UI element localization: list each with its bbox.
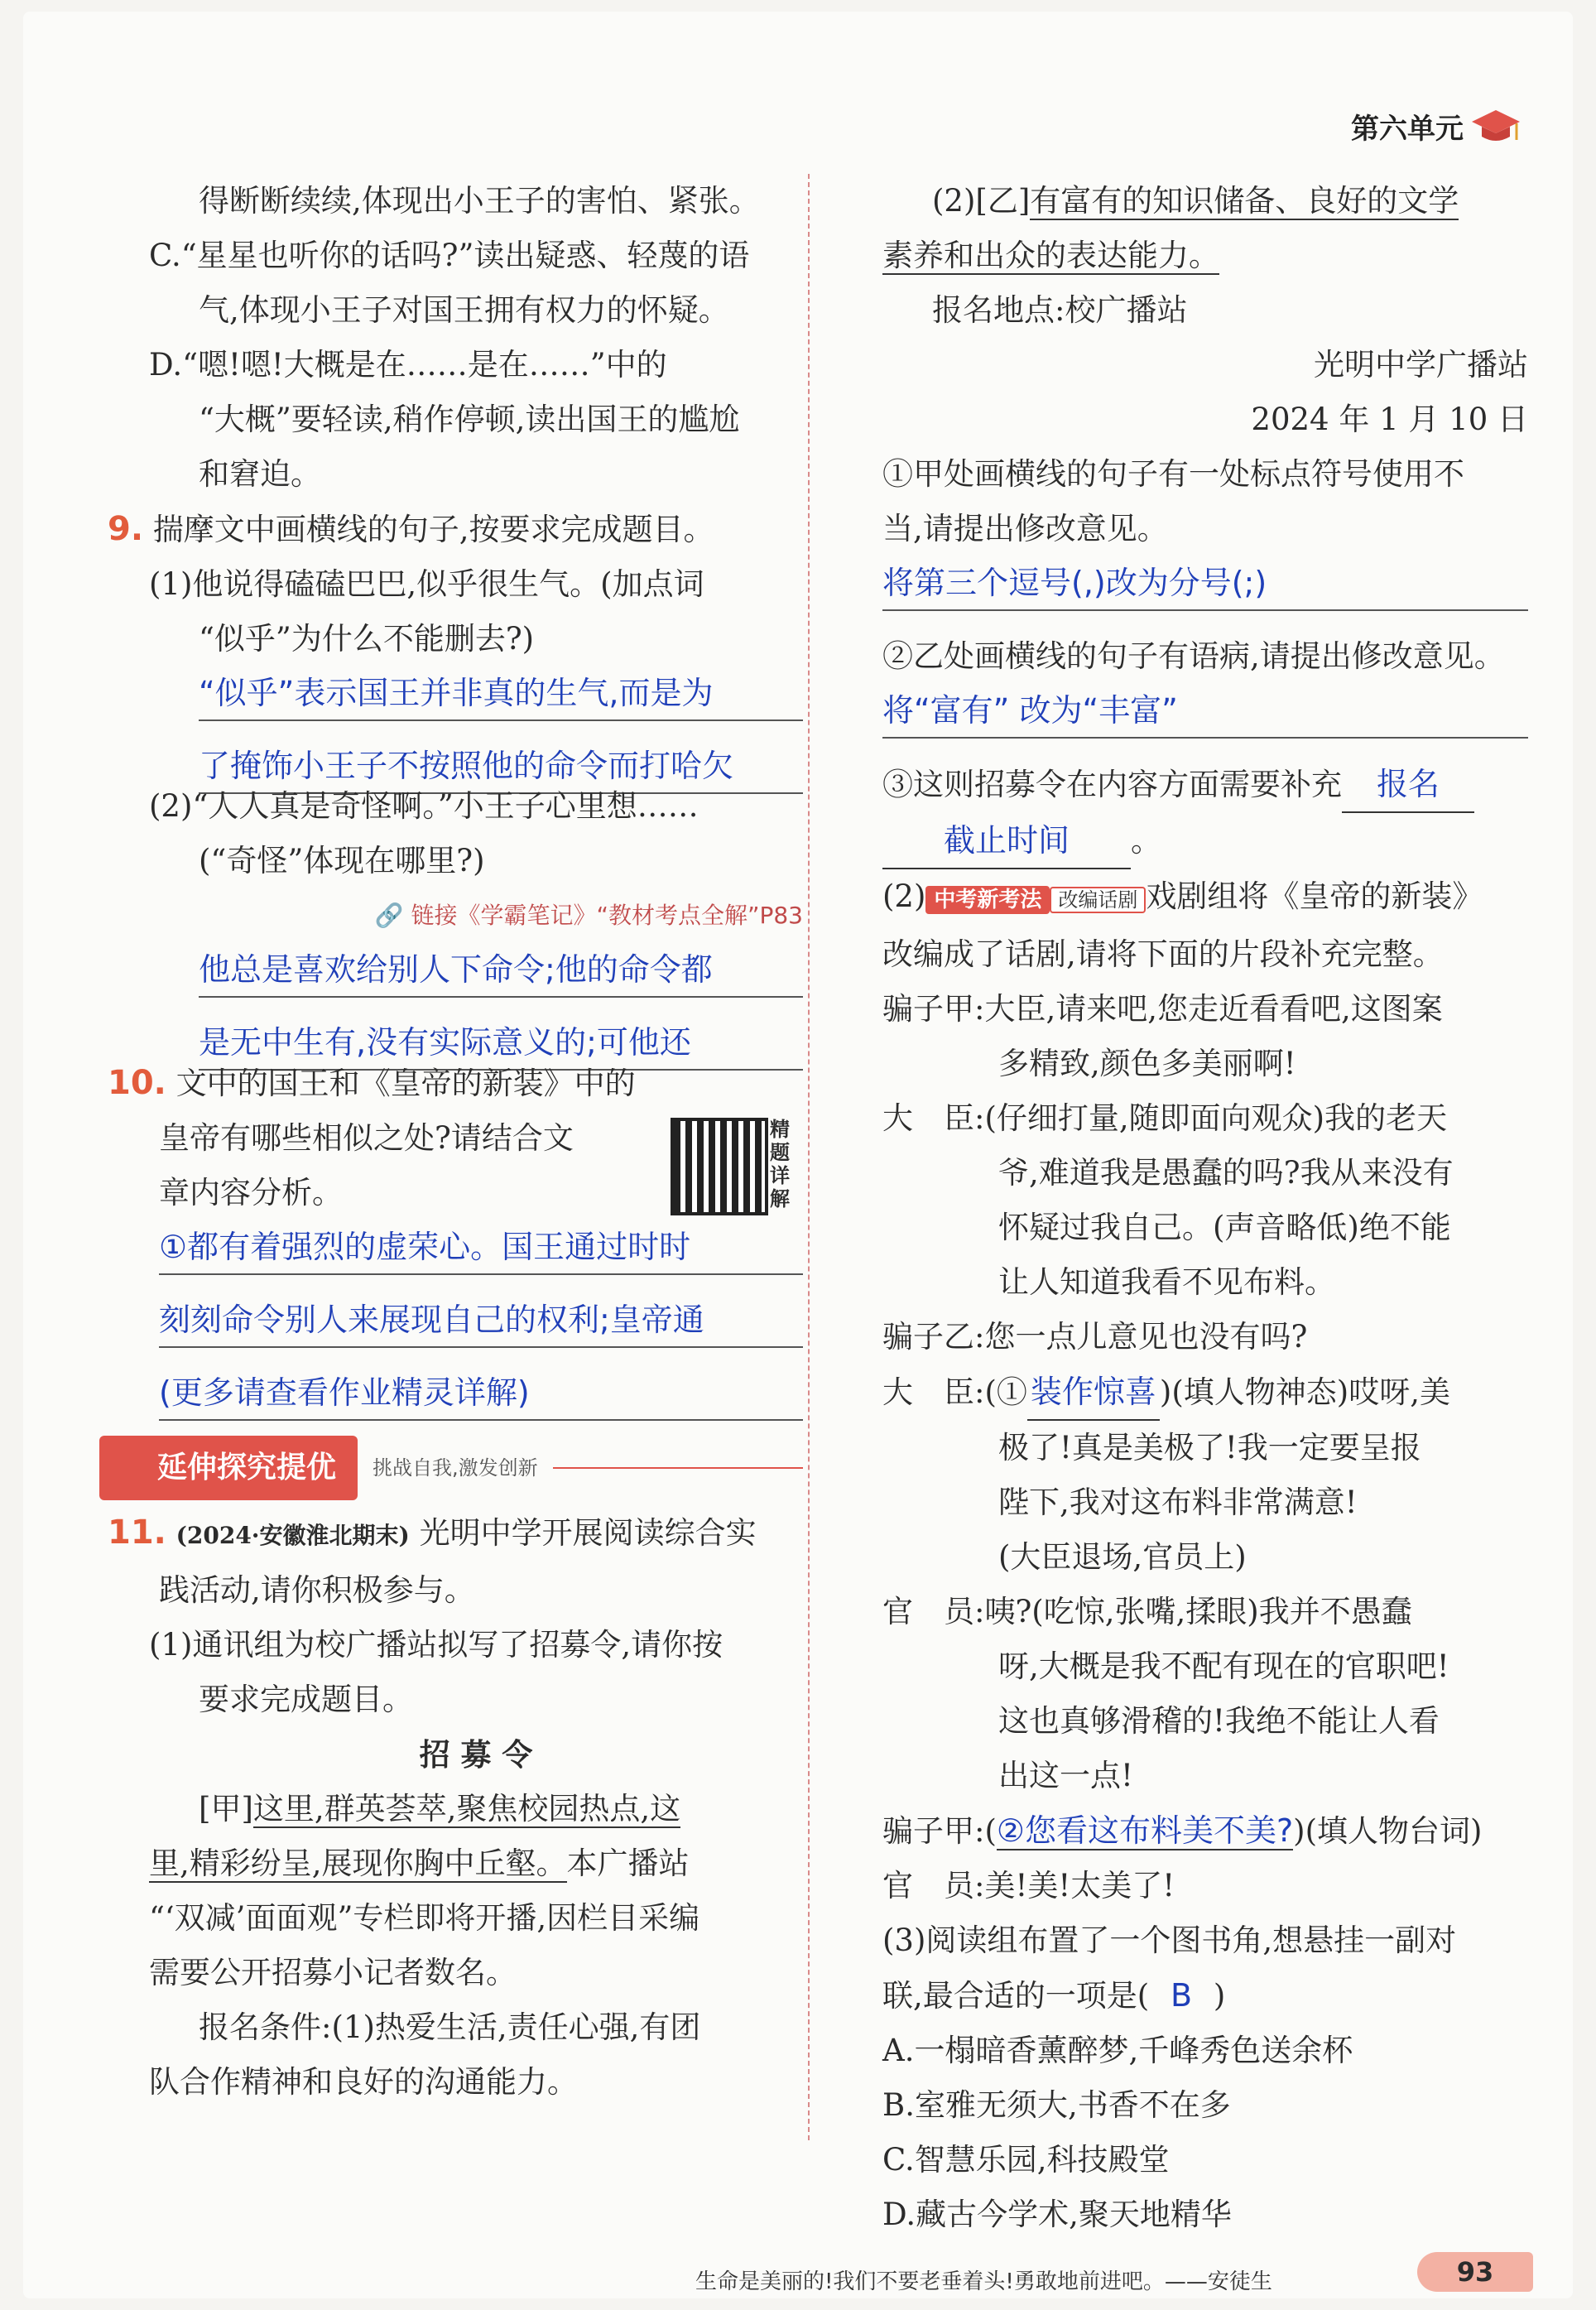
q9-2-line1: (2)“人人真是奇怪啊。”小王子心里想…… bbox=[149, 788, 699, 824]
answer-10-line3[interactable]: (更多请查看作业精灵详解) bbox=[159, 1366, 803, 1421]
dialog-4-line3: 陛下,我对这布料非常满意! bbox=[998, 1485, 1358, 1520]
notice-yi-line1 bbox=[882, 174, 1528, 229]
notice-yi-line2 bbox=[882, 229, 1528, 283]
notice-para1-line4: 需要公开招募小记者数名。 bbox=[149, 1955, 517, 1990]
label-jia: 甲 bbox=[210, 1791, 242, 1826]
notice-para1-line1: [甲]这里,群英荟萃,聚焦校园热点,这 bbox=[199, 1791, 681, 1826]
extension-banner-subtitle: 挑战自我,激发创新 bbox=[373, 1456, 538, 1480]
question-10-line2: 皇帝有哪些相似之处?请结合文 bbox=[159, 1120, 574, 1156]
column-divider bbox=[808, 174, 810, 2140]
dialog-4-line2: 极了!真是美极了!我一定要呈报 bbox=[998, 1430, 1421, 1465]
qr-code[interactable] bbox=[671, 1118, 768, 1215]
q11-3-text: 联,最合适的一项是( bbox=[882, 1978, 1150, 2014]
footer-quote: 生命是美丽的!我们不要老垂着头!勇敢地前进吧。——安徒生 bbox=[695, 2269, 1272, 2294]
answer-expression: 装作惊喜 bbox=[1027, 1364, 1160, 1421]
answer-choice: B bbox=[1170, 1977, 1193, 2014]
option-b: B.室雅无须大,书香不在多 bbox=[882, 2087, 1231, 2123]
dialog-3: 骗子乙:您一点儿意见也没有吗? bbox=[882, 1319, 1308, 1355]
dialog-6-prefix: 骗子甲:( bbox=[882, 1813, 997, 1849]
option-a: A.一榻暗香薰醉梦,千峰秀色送余杯 bbox=[882, 2033, 1353, 2068]
graduation-cap-icon bbox=[1470, 107, 1521, 147]
reference-link[interactable]: 🔗 链接《学霸笔记》“教材考点全解”P83 bbox=[374, 902, 803, 929]
question-11 bbox=[108, 1505, 803, 1563]
q11-2-line1 bbox=[882, 869, 1528, 927]
question-9-number: 9. bbox=[108, 510, 144, 548]
answer-9-1 bbox=[149, 667, 803, 794]
q11-1-line1: (1)通讯组为校广播站拟写了招募令,请你按 bbox=[149, 1627, 723, 1663]
notice-para1-line2 bbox=[149, 1836, 803, 1891]
question-10-number: 10. bbox=[108, 1064, 166, 1102]
sub-q3-line1 bbox=[882, 757, 1528, 813]
notice-location: 报名地点:校广播站 bbox=[932, 292, 1188, 328]
dialog-7: 官 员:美!美!太美了! bbox=[882, 1868, 1175, 1903]
sub-q3-line2 bbox=[882, 813, 1528, 869]
sub-q3-end: 。 bbox=[1131, 823, 1161, 859]
q11-1-line2: 要求完成题目。 bbox=[199, 1682, 413, 1717]
dialog-6 bbox=[882, 1803, 1528, 1859]
new-exam-tag: 中考新考法 bbox=[925, 886, 1050, 914]
dialog-2-line1: 大 臣:(仔细打量,随即面向观众)我的老天 bbox=[882, 1100, 1448, 1136]
dialog-4-prefix: 大 臣:(① bbox=[882, 1374, 1027, 1410]
notice-para1-line3: “‘双减’面面观”专栏即将开播,因栏目采编 bbox=[149, 1900, 700, 1936]
extension-banner bbox=[99, 1439, 803, 1497]
banner-rule bbox=[553, 1467, 803, 1469]
answer-9-1-line2: 了掩饰小王子不按照他的命令而打哈欠 bbox=[199, 739, 803, 794]
notice-title: 招 募 令 bbox=[419, 1736, 533, 1773]
dialog-2-line2: 爷,难道我是愚蠢的吗?我从来没有 bbox=[998, 1155, 1454, 1191]
notice-condition-line2: 队合作精神和良好的沟通能力。 bbox=[149, 2064, 578, 2100]
notice-yi-sentence2: 素养和出众的表达能力。 bbox=[882, 238, 1219, 273]
question-11-number: 11. bbox=[108, 1514, 166, 1552]
q11-3-close: ) bbox=[1213, 1978, 1226, 2014]
answer-sub-q3-part2: 截止时间 bbox=[882, 813, 1131, 869]
option-d-line2: “大概”要轻读,稍作停顿,读出国王的尴尬 bbox=[199, 402, 740, 437]
question-10 bbox=[108, 1056, 803, 1111]
yi-suffix: ] bbox=[1017, 183, 1031, 219]
dialog-4-line1 bbox=[882, 1364, 1528, 1421]
answer-sub-q1: 将第三个逗号(,)改为分号(;) bbox=[882, 556, 1528, 611]
dialog-6-suffix: )(填人物台词) bbox=[1293, 1813, 1483, 1849]
label-yi: 乙 bbox=[987, 183, 1018, 219]
q11-2-prefix: (2) bbox=[882, 878, 926, 914]
q9-1-line2: “似乎”为什么不能删去?) bbox=[199, 621, 535, 657]
notice-yi-sentence1: 有富有的知识储备、良好的文学 bbox=[1030, 183, 1459, 219]
option-d-line3: 和窘迫。 bbox=[199, 456, 321, 492]
page-number: 93 bbox=[1417, 2252, 1533, 2292]
notice-para1-tail: 本广播站 bbox=[566, 1846, 690, 1881]
sub-q3-text: ③这则招募令在内容方面需要补充 bbox=[882, 767, 1342, 802]
question-11-line2: 践活动,请你积极参与。 bbox=[159, 1572, 475, 1608]
answer-10 bbox=[159, 1220, 803, 1421]
q9-1-line1: (1)他说得磕磕巴巴,似乎很生气。(加点词 bbox=[149, 566, 704, 602]
answer-9-2 bbox=[149, 943, 803, 1071]
qr-code-label: 精题详解 bbox=[770, 1118, 790, 1210]
sub-q1-line2: 当,请提出修改意见。 bbox=[882, 511, 1168, 546]
answer-10-line1: ①都有着强烈的虚荣心。国王通过时时 bbox=[159, 1220, 803, 1275]
answer-9-1-line1: “似乎”表示国王并非真的生气,而是为 bbox=[199, 667, 803, 721]
q11-2-line2: 改编成了话剧,请将下面的片段补充完整。 bbox=[882, 936, 1444, 972]
q11-3-line2 bbox=[882, 1968, 1528, 2024]
dialog-5-line1: 官 员:咦?(吃惊,张嘴,揉眼)我并不愚蠢 bbox=[882, 1594, 1412, 1629]
unit-header bbox=[1351, 106, 1521, 147]
q11-3-line1: (3)阅读组布置了一个图书角,想悬挂一副对 bbox=[882, 1923, 1457, 1958]
answer-9-2-line2: 是无中生有,没有实际意义的;可他还 bbox=[199, 1016, 803, 1071]
answer-10-line2: 刻刻命令别人来展现自己的权利;皇帝通 bbox=[159, 1293, 803, 1348]
notice-condition-line1: 报名条件:(1)热爱生活,责任心强,有团 bbox=[199, 2009, 701, 2045]
dialog-1-line2: 多精致,颜色多美丽啊! bbox=[998, 1046, 1296, 1081]
option-c: C.智慧乐园,科技殿堂 bbox=[882, 2142, 1170, 2178]
dialog-5-line2: 呀,大概是我不配有现在的官职吧! bbox=[998, 1648, 1449, 1684]
stage-direction: (大臣退场,官员上) bbox=[998, 1539, 1247, 1575]
q11-2-text1: 戏剧组将《皇帝的新装》 bbox=[1146, 878, 1483, 914]
extension-banner-title: 延伸探究提优 bbox=[99, 1436, 358, 1500]
question-11-line1: 光明中学开展阅读综合实 bbox=[419, 1515, 757, 1551]
sub-q2: ②乙处画横线的句子有语病,请提出修改意见。 bbox=[882, 638, 1505, 674]
notice-date: 2024 年 1 月 10 日 bbox=[1251, 402, 1528, 437]
question-10-line3: 章内容分析。 bbox=[159, 1175, 343, 1210]
notice-jia-sentence2: 里,精彩纷呈,展现你胸中丘壑。 bbox=[149, 1846, 567, 1881]
option-d: D.藏古今学术,聚天地精华 bbox=[882, 2197, 1232, 2232]
answer-line: ②您看这布料美不美? bbox=[996, 1812, 1294, 1849]
option-b-cont: 得断断续续,体现出小王子的害怕、紧张。 bbox=[199, 183, 760, 219]
dialog-5-line3: 这也真够滑稽的!我绝不能让人看 bbox=[998, 1703, 1440, 1739]
unit-title: 第六单元 bbox=[1351, 113, 1464, 146]
dialog-1-line1: 骗子甲:大臣,请来吧,您走近看看吧,这图案 bbox=[882, 991, 1443, 1027]
sub-q1-line1: ①甲处画横线的句子有一处标点符号使用不 bbox=[882, 456, 1464, 492]
notice-jia-sentence1: 这里,群英荟萃,聚焦校园热点,这 bbox=[252, 1791, 681, 1826]
dialog-2-line4: 让人知道我看不见布料。 bbox=[998, 1264, 1335, 1300]
dialog-5-line4: 出这一点! bbox=[998, 1758, 1133, 1793]
answer-sub-q2: 将“富有” 改为“丰富” bbox=[882, 684, 1528, 739]
option-c-line2: 气,体现小王子对国王拥有权力的怀疑。 bbox=[199, 292, 729, 328]
right-column bbox=[882, 174, 1528, 2242]
adapt-drama-tag: 改编话剧 bbox=[1050, 887, 1146, 913]
question-9-text: 揣摩文中画横线的句子,按要求完成题目。 bbox=[152, 512, 714, 547]
q9-2-line2: (“奇怪”体现在哪里?) bbox=[199, 843, 485, 878]
question-9 bbox=[108, 502, 803, 557]
answer-9-2-line1: 他总是喜欢给别人下命令;他的命令都 bbox=[199, 943, 803, 998]
yi-prefix: (2)[ bbox=[932, 183, 988, 219]
option-d-line1: D.“嗯!嗯!大概是在……是在……”中的 bbox=[149, 347, 667, 383]
notice-signature: 光明中学广播站 bbox=[1314, 347, 1528, 383]
dialog-4-suffix: )(填人物神态)哎呀,美 bbox=[1159, 1374, 1450, 1410]
reference-link-text: 链接《学霸笔记》“教材考点全解”P83 bbox=[411, 902, 803, 929]
question-10-line1: 文中的国王和《皇帝的新装》中的 bbox=[175, 1066, 636, 1101]
answer-sub-q3-part1: 报名 bbox=[1342, 757, 1474, 813]
question-11-source: (2024·安徽淮北期末) bbox=[175, 1522, 410, 1549]
dialog-2-line3: 怀疑过我自己。(声音略低)绝不能 bbox=[998, 1210, 1451, 1245]
option-c-line1: C.“星星也听你的话吗?”读出疑惑、轻蔑的语 bbox=[149, 238, 750, 273]
